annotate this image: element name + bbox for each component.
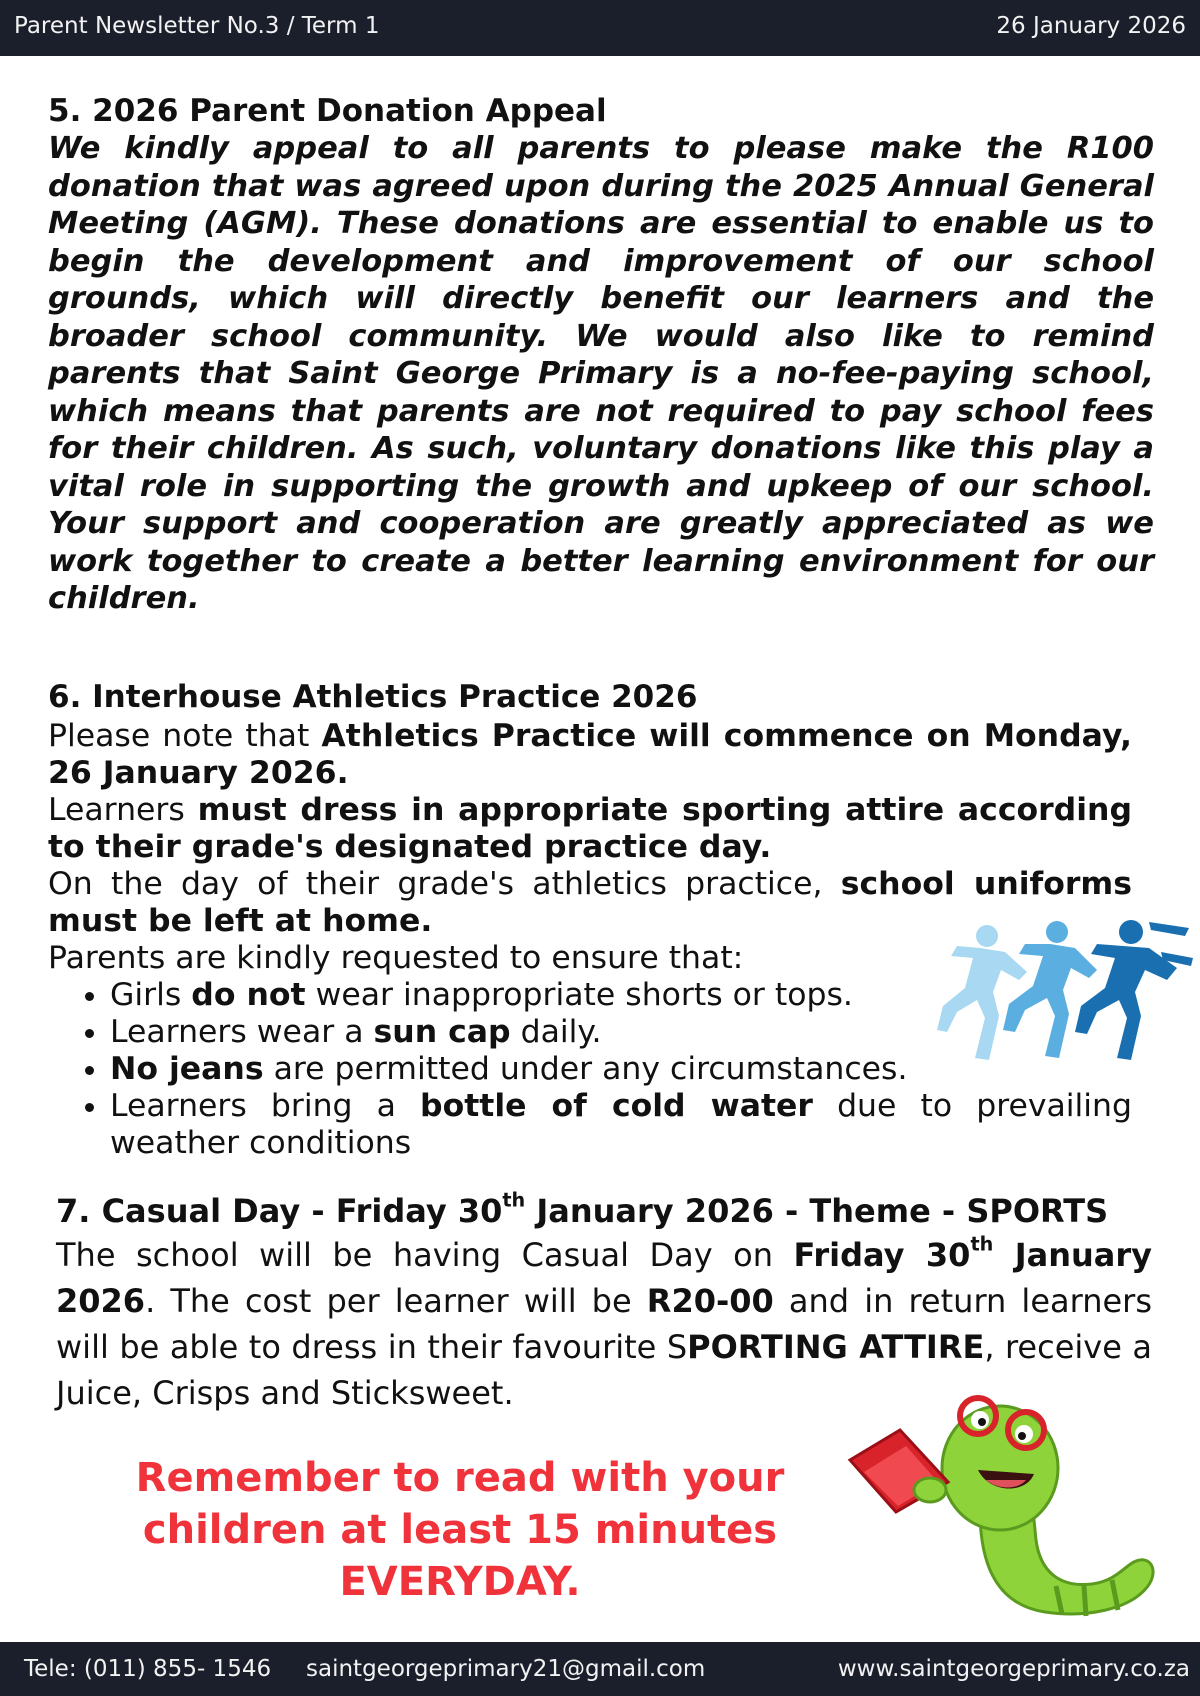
paragraph bbox=[48, 718, 1132, 792]
section-title: 5. 2026 Parent Donation Appeal bbox=[48, 93, 607, 129]
paragraph: Parents are kindly requested to ensure that: bbox=[48, 940, 744, 976]
newsletter-title: Parent Newsletter No.3 / Term 1 bbox=[14, 13, 380, 39]
section-donation-appeal bbox=[48, 92, 1154, 618]
section-casual-day bbox=[56, 1190, 1152, 1416]
footer-website[interactable]: www.saintgeorgeprimary.co.za bbox=[837, 1656, 1190, 1682]
bookworm-icon bbox=[830, 1390, 1170, 1630]
reminder-line: children at least 15 minutes bbox=[142, 1507, 778, 1553]
reading-reminder bbox=[100, 1452, 820, 1608]
bold-text: Athletics Practice will commence on Monday, 26 January 2026. bbox=[48, 718, 1132, 791]
text: On the day of their grade's athletics practice, bbox=[48, 866, 841, 902]
list-item: • No jeans are permitted under any circumstances. bbox=[110, 1051, 1132, 1088]
list-item: • Learners bring a bottle of cold water due to prevailing weather conditions bbox=[110, 1088, 1132, 1162]
footer-bar bbox=[0, 1642, 1200, 1696]
section-title: 6. Interhouse Athletics Practice 2026 bbox=[48, 679, 698, 715]
list-item: • Girls do not wear inappropriate shorts or tops. bbox=[110, 977, 1132, 1014]
section-body: We kindly appeal to all parents to please make the R100 donation that was agreed upon during the 2025 Annual General Meeting (AGM). These donations are essential to enable us to begin the development and improvement of our school grounds, which will directly benefit our learners and the broader school community. We would also like to remind parents that Saint George Primary is a no-fee-paying school, which means that parents are not required to pay school fees for their children. As such, voluntary donations like this play a vital role in supporting the growth and upkeep of our school. Your support and cooperation are greatly appreciated as we work together to create a better learning environment for our children. bbox=[48, 131, 1154, 616]
header-bar bbox=[0, 0, 1200, 56]
text: Learners bbox=[48, 792, 198, 828]
bold-text: must dress in appropriate sporting attire according to their grade's designated practice day. bbox=[48, 792, 1133, 865]
bold-text: school uniforms must be left at home. bbox=[48, 866, 1132, 939]
section-title: 7. Casual Day - Friday 30th January 2026 - Theme - SPORTS bbox=[56, 1188, 1109, 1230]
text: Please note that bbox=[48, 718, 322, 754]
footer-email[interactable]: saintgeorgeprimary21@gmail.com bbox=[306, 1656, 706, 1682]
paragraph bbox=[48, 792, 1132, 866]
reminder-line: EVERYDAY. bbox=[339, 1559, 581, 1605]
footer-phone: Tele: (011) 855- 1546 bbox=[24, 1656, 272, 1682]
newsletter-date: 26 January 2026 bbox=[996, 13, 1186, 39]
runners-icon bbox=[935, 918, 1195, 1068]
reminder-line: Remember to read with your bbox=[135, 1455, 785, 1501]
section-body: The school will be having Casual Day on Friday 30th January 2026. The cost per learner will be R20-00 and in return learners will be able to dress in their favourite SPORTING ATTIRE, receive a Juice, Crisps and Sticksweet. bbox=[56, 1232, 1153, 1412]
list-item: • Learners wear a sun cap daily. bbox=[110, 1014, 1132, 1051]
